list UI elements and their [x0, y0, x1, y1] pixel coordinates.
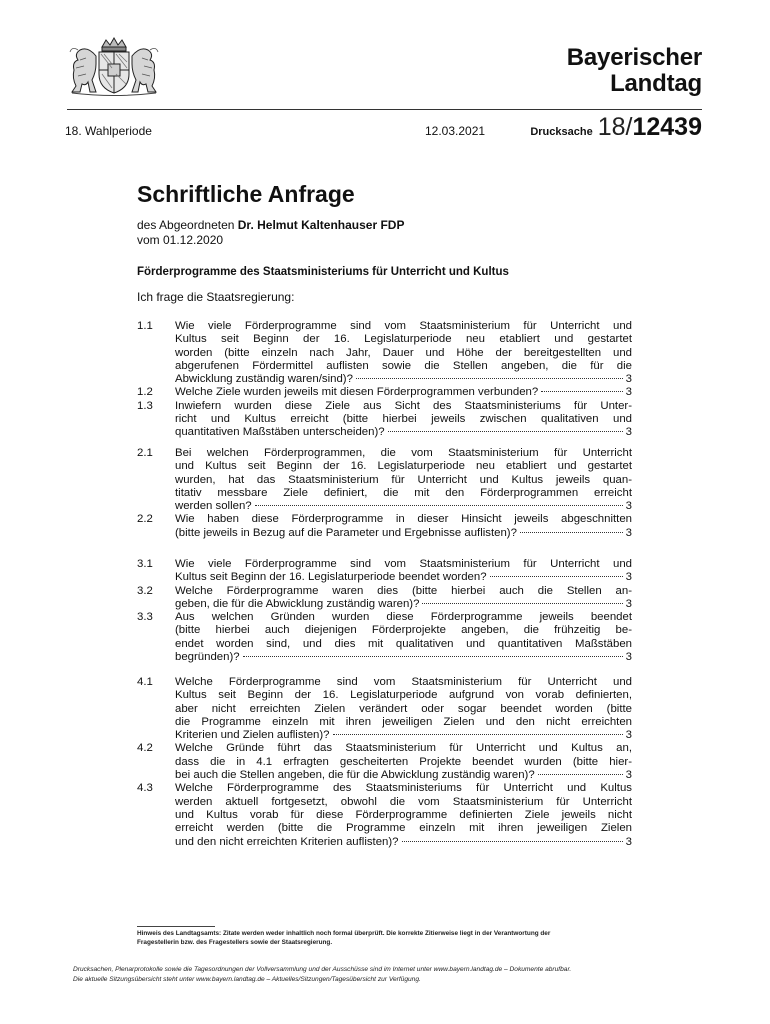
- question-line: die Programme einzeln mit ihren jeweiligen Zielen und den nicht erreichten: [175, 715, 632, 728]
- question-number: 3.2: [137, 584, 153, 597]
- question-group: [137, 676, 632, 849]
- question-last-line: [175, 598, 632, 611]
- question-line: Welche Förderprogramme des Staatsministeriums für Unterricht und Kultus: [175, 782, 632, 795]
- page-number: 3: [625, 373, 632, 386]
- question-line: erreicht werden (bitte die Programme einzeln mit ihren jeweiligen Zielen: [175, 822, 632, 835]
- question-line: (bitte hierbei auch diejenigen Förderprojekte angeben, die frühzeitig be-: [175, 624, 632, 637]
- question-last-line: [175, 500, 632, 513]
- question-number: 3.3: [137, 611, 153, 624]
- question-line: dass die in 4.1 erfragten gescheiterten Projekte beendet wurden (bitte hier-: [175, 755, 632, 768]
- question-line: Inwiefern wurden diese Ziele aus Sicht des Staatsministeriums für Unter-: [175, 399, 632, 412]
- dots-leader: [520, 532, 623, 533]
- page-number: 3: [625, 729, 632, 742]
- question-line: worden (bitte einzeln nach Jahr, Dauer und Höhe der bereitgestellten und: [175, 346, 632, 359]
- page-number: 3: [625, 526, 632, 539]
- question-number: 3.1: [137, 558, 153, 570]
- question-line: Kriterien und Zielen auflisten)?: [175, 729, 330, 742]
- dots-leader: [422, 603, 622, 604]
- question-line: richt und Kultus erreicht (bitte hierbei jeweils zwischen qualitativen und: [175, 413, 632, 426]
- drucksache-number: 12439: [632, 113, 702, 141]
- question-line: Abwicklung zuständig waren/sind)?: [175, 373, 353, 386]
- question-line: quantitativen Maßstäben unterscheiden)?: [175, 426, 385, 439]
- question-line: geben, die für die Abwicklung zuständig waren)?: [175, 597, 420, 610]
- question-line: Aus welchen Gründen wurden diese Förderprogramme jeweils beendet: [175, 611, 632, 624]
- question-line: und den nicht erreichten Kriterien auflisten)?: [175, 835, 399, 848]
- dots-leader: [356, 378, 623, 379]
- drucksache-block: [530, 113, 702, 142]
- question-item: [137, 400, 632, 440]
- question-last-line: [175, 836, 632, 849]
- question-last-line: [175, 386, 632, 399]
- question-last-line: [175, 426, 632, 439]
- question-line: Welche Förderprogramme sind vom Staatsministerium für Unterricht und: [175, 676, 632, 688]
- institution-name-line1: Bayerischer: [566, 44, 702, 71]
- question-item: [137, 558, 632, 585]
- question-line: Kultus seit Beginn der 16. Legislaturperiode aufgrund von vorab definierten,: [175, 689, 632, 702]
- footer-line: Die aktuelle Sitzungsübersicht steht unter www.bayern.landtag.de – Aktuelles/Sitzungen/Tagesübersicht zur Verfügung.: [73, 976, 421, 983]
- dots-leader: [541, 391, 622, 392]
- question-item: [137, 742, 632, 782]
- question-number: 4.3: [137, 782, 153, 795]
- drucksache-label: Drucksache: [530, 126, 593, 138]
- question-line: (bitte jeweils in Bezug auf die Parameter und Ergebnisse auflisten)?: [175, 526, 517, 539]
- page-number: 3: [625, 835, 632, 848]
- page-number: 3: [625, 651, 632, 664]
- notice-line: Fragestellerin bzw. des Fragestellers sowie der Staatsregierung.: [137, 939, 333, 946]
- question-number: 2.1: [137, 447, 153, 459]
- question-number: 1.2: [137, 386, 153, 399]
- author-intro: des Abgeordneten: [137, 218, 238, 232]
- question-number: 4.1: [137, 676, 153, 688]
- question-group: [137, 320, 632, 440]
- dots-leader: [490, 576, 623, 577]
- question-line: Kultus seit Beginn der 16. Legislaturperiode neu etabliert und gestartet: [175, 333, 632, 346]
- question-line: und Kultus vorab für diese Förderprogramme definierten Ziele jeweils nicht: [175, 808, 632, 821]
- page-number: 3: [625, 386, 632, 399]
- question-line: titativ messbare Ziele definiert, die mit den Förderprogrammen erreicht: [175, 486, 632, 499]
- subject-heading: Förderprogramme des Staatsministeriums für Unterricht und Kultus: [137, 266, 509, 278]
- page-number: 3: [625, 500, 632, 513]
- question-item: [137, 676, 632, 742]
- question-number: 1.1: [137, 320, 153, 332]
- question-item: [137, 386, 632, 399]
- question-line: abgerufenen Fördermittel auflisten sowie die Stellen angeben, die für die: [175, 359, 632, 372]
- question-group: [137, 558, 632, 664]
- question-item: [137, 447, 632, 513]
- question-last-line: [175, 571, 632, 584]
- page-number: 3: [625, 769, 632, 782]
- question-line: Welche Gründe führt das Staatsministerium für Unterricht und Kultus an,: [175, 742, 632, 755]
- dots-leader: [388, 431, 623, 432]
- question-line: werden aktuell fortgesetzt, obwohl die vom Staatsministerium für Unterricht: [175, 795, 632, 808]
- document-date: 12.03.2021: [425, 124, 486, 138]
- dots-leader: [255, 505, 623, 506]
- question-last-line: [175, 769, 632, 782]
- question-line: Wie viele Förderprogramme sind vom Staatsministerium für Unterricht und: [175, 320, 632, 332]
- document-title: Schriftliche Anfrage: [137, 181, 355, 207]
- submission-date: vom 01.12.2020: [137, 233, 224, 247]
- question-line: Bei welchen Förderprogrammen, die vom Staatsministerium für Unterricht: [175, 447, 632, 459]
- question-number: 1.3: [137, 399, 153, 412]
- coat-of-arms-emblem: [66, 36, 162, 96]
- question-item: [137, 585, 632, 612]
- question-line: Welche Förderprogramme waren dies (bitte hierbei auch die Stellen an-: [175, 584, 632, 597]
- author-name: Dr. Helmut Kaltenhauser FDP: [237, 218, 405, 232]
- institution-name-line2: Landtag: [610, 70, 702, 97]
- question-line: bei auch die Stellen angeben, die für die Abwicklung zuständig waren)?: [175, 769, 535, 782]
- dots-leader: [402, 841, 623, 842]
- question-item: [137, 513, 632, 540]
- question-last-line: [175, 527, 632, 540]
- question-intro: Ich frage die Staatsregierung:: [137, 290, 295, 304]
- question-line: endet worden sind, und dies mit qualitativen und quantitativen Maßstäben: [175, 637, 632, 650]
- drucksache-prefix: 18/: [597, 113, 633, 141]
- page-number: 3: [625, 426, 632, 439]
- header-rule: [67, 109, 702, 110]
- question-last-line: [175, 651, 632, 664]
- author-line: [137, 219, 404, 232]
- question-line: Welche Ziele wurden jeweils mit diesen Förderprogrammen verbunden?: [175, 386, 539, 399]
- question-number: 4.2: [137, 742, 153, 755]
- dots-leader: [538, 774, 623, 775]
- question-line: und Kultus seit Beginn der 16. Legislaturperiode neu etabliert und gestartet: [175, 460, 632, 473]
- question-line: Wie haben diese Förderprogramme in dieser Hinsicht jeweils abgeschnitten: [175, 513, 632, 526]
- question-line: begründen)?: [175, 651, 240, 664]
- question-item: [137, 782, 632, 848]
- page-number: 3: [625, 597, 632, 610]
- dots-leader: [243, 656, 623, 657]
- question-last-line: [175, 373, 632, 386]
- question-item: [137, 611, 632, 664]
- question-line: werden sollen?: [175, 500, 252, 513]
- question-last-line: [175, 729, 632, 742]
- dots-leader: [333, 734, 623, 735]
- legislative-period: 18. Wahlperiode: [65, 124, 152, 138]
- question-line: Kultus seit Beginn der 16. Legislaturperiode beendet worden?: [175, 571, 487, 584]
- question-line: aber nicht erreichten Zielen verändert oder sogar beendet worden (bitte: [175, 702, 632, 715]
- notice-line: Hinweis des Landtagsamts: Zitate werden weder inhaltlich noch formal überprüft. Die korrekte Zitierweise liegt in der Verantwortung der: [137, 930, 551, 937]
- question-number: 2.2: [137, 513, 153, 526]
- question-line: Wie viele Förderprogramme sind vom Staatsministerium für Unterricht und: [175, 558, 632, 570]
- page-number: 3: [625, 571, 632, 584]
- question-item: [137, 320, 632, 386]
- question-group: [137, 447, 632, 540]
- footnote-rule: [137, 926, 215, 927]
- footer-line: Drucksachen, Plenarprotokolle sowie die Tagesordnungen der Vollversammlung und der Ausschüsse sind im Internet unter www.bayern.landtag.de – Dokumente abrufbar.: [73, 966, 572, 973]
- question-line: wurden, hat das Staatsministerium für Unterricht und Kultus jeweils quan-: [175, 473, 632, 486]
